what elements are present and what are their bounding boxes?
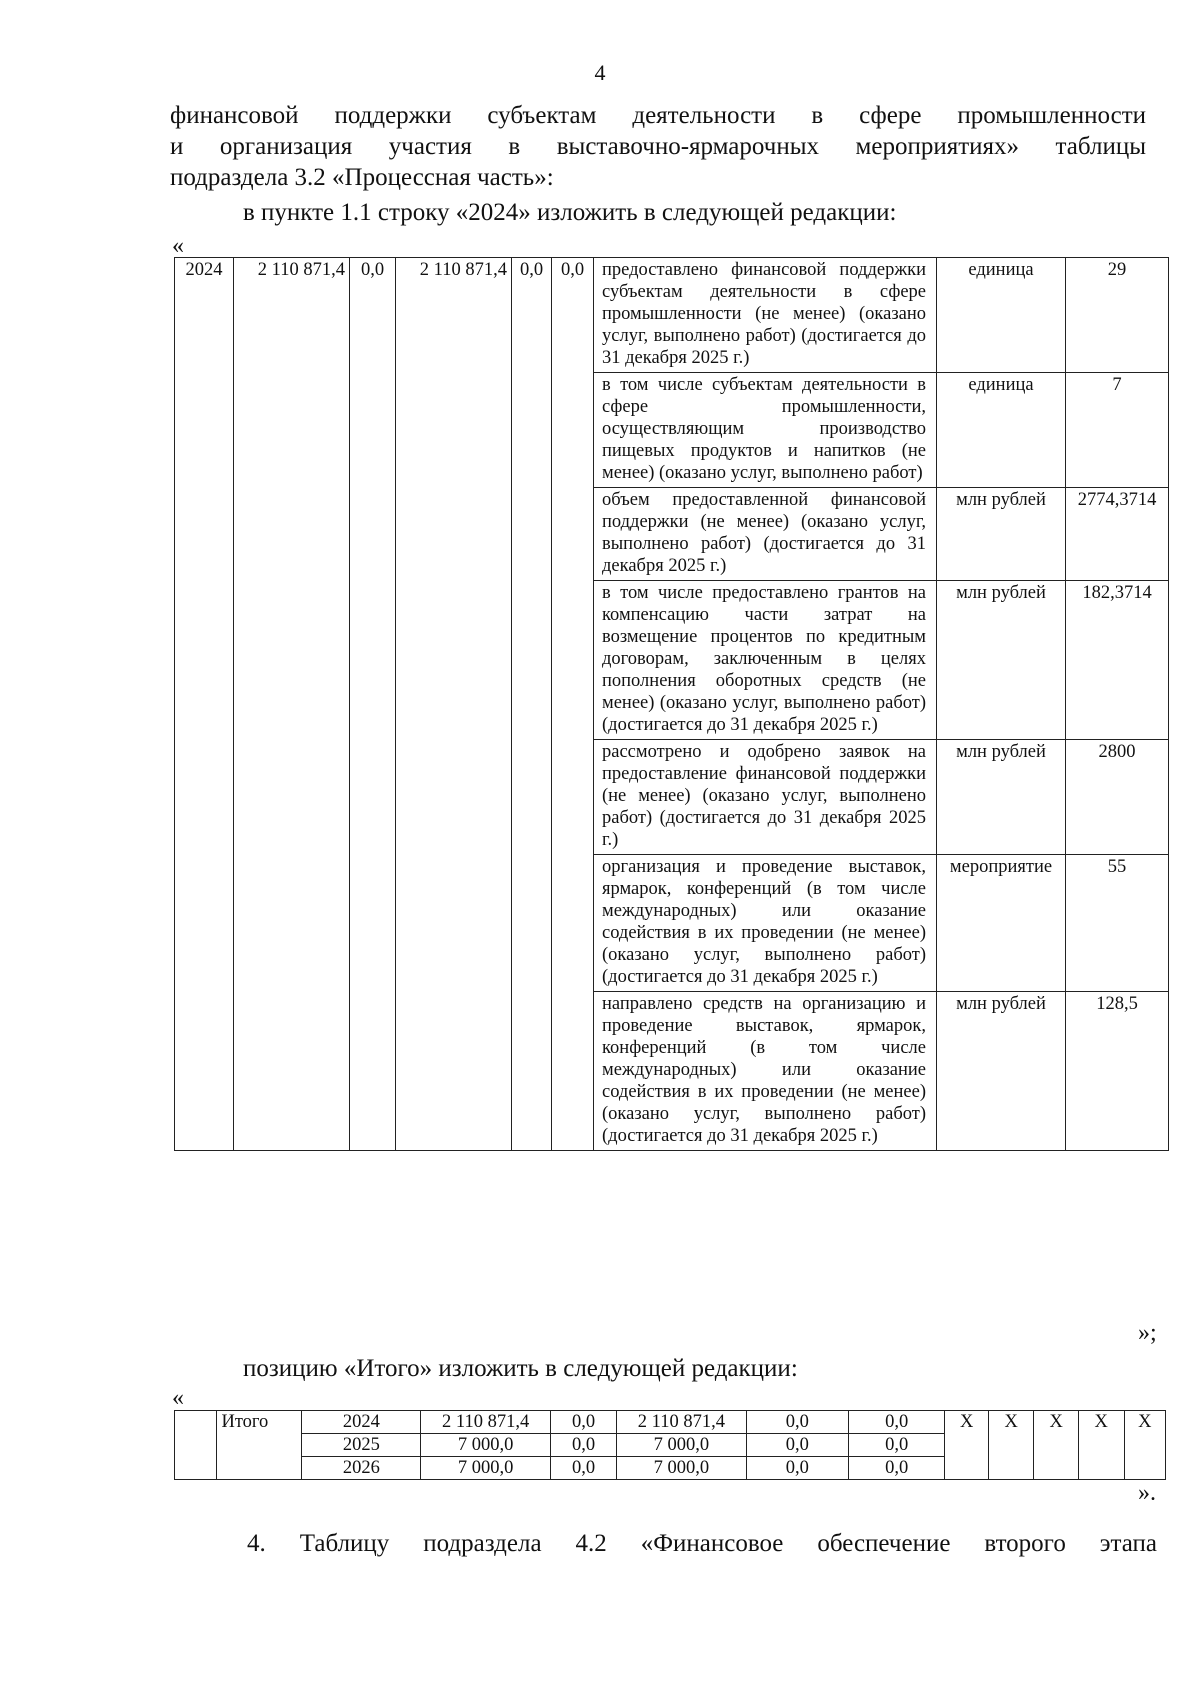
indicator-text: объем предоставленной финансовой поддержки (не менее) (оказано услуг, выполнено работ) (достигается до 31 декабря 2025 г.)	[594, 488, 937, 581]
totals-total: 7 000,0	[421, 1434, 550, 1457]
totals-c4: 7 000,0	[617, 1457, 746, 1480]
totals-c6: 0,0	[849, 1457, 945, 1480]
totals-c3: 0,0	[550, 1434, 616, 1457]
x-mark: X	[988, 1411, 1034, 1480]
indicator-unit: единица	[937, 258, 1066, 373]
totals-label: Итого	[217, 1411, 302, 1434]
col5-cell: 0,0	[512, 258, 552, 1151]
indicator-unit: единица	[937, 373, 1066, 488]
totals-c4: 2 110 871,4	[617, 1411, 746, 1434]
intro-line-3: подраздела 3.2 «Процессная часть»:	[170, 164, 554, 191]
intro-paragraph	[170, 100, 1146, 193]
indicator-value: 2800	[1066, 740, 1169, 855]
indicator-value: 29	[1066, 258, 1169, 373]
instruction-row-2024: в пункте 1.1 строку «2024» изложить в следующей редакции:	[243, 199, 897, 226]
page-number: 4	[594, 60, 606, 85]
totals-c3: 0,0	[550, 1457, 616, 1480]
totals-year: 2024	[302, 1411, 421, 1434]
table-row	[175, 1411, 1166, 1434]
intro-line-1: финансовой поддержки субъектам деятельности в сфере промышленности	[170, 102, 1146, 129]
x-mark: X	[1034, 1411, 1079, 1480]
totals-empty-cell	[175, 1411, 217, 1480]
totals-c3: 0,0	[550, 1411, 616, 1434]
totals-c5: 0,0	[746, 1457, 849, 1480]
indicator-unit: млн рублей	[937, 992, 1066, 1151]
indicator-text: в том числе предоставлено грантов на компенсацию части затрат на возмещение процентов по кредитным договорам, заключенным в целях пополнения оборотных средств (не менее) (оказано услуг, выполнено работ) (достигается до 31 декабря 2025 г.)	[594, 581, 937, 740]
totals-c5: 0,0	[746, 1434, 849, 1457]
indicator-value: 7	[1066, 373, 1169, 488]
total-cell: 2 110 871,4	[234, 258, 350, 1151]
totals-c4: 7 000,0	[617, 1434, 746, 1457]
indicator-text: рассмотрено и одобрено заявок на предоставление финансовой поддержки (не менее) (оказано услуг, выполнено работ) (достигается до 31 декабря 2025 г.)	[594, 740, 937, 855]
open-quote-2: «	[172, 1385, 184, 1411]
indicator-text: направлено средств на организацию и проведение выставок, ярмарок, конференций (в том числе международных) или оказание содействия в их проведении (не менее) (оказано услуг, выполнено работ) (достигается до 31 декабря 2025 г.)	[594, 992, 937, 1151]
totals-total: 7 000,0	[421, 1457, 550, 1480]
close-quote-2: ».	[1138, 1480, 1156, 1506]
col6-cell: 0,0	[552, 258, 594, 1151]
instruction-itogo: позицию «Итого» изложить в следующей редакции:	[243, 1355, 798, 1382]
totals-c5: 0,0	[746, 1411, 849, 1434]
totals-c6: 0,0	[849, 1434, 945, 1457]
indicator-text: предоставлено финансовой поддержки субъектам деятельности в сфере промышленности (не менее) (оказано услуг, выполнено работ) (достигается до 31 декабря 2025 г.)	[594, 258, 937, 373]
intro-line-2: и организация участия в выставочно-ярмарочных мероприятиях» таблицы	[170, 133, 1146, 160]
col3-cell: 0,0	[350, 258, 396, 1151]
next-paragraph: 4. Таблицу подраздела 4.2 «Финансовое обеспечение второго этапа	[247, 1530, 1157, 1557]
totals-year: 2026	[302, 1457, 421, 1480]
indicator-value: 182,3714	[1066, 581, 1169, 740]
year-cell: 2024	[175, 258, 234, 1151]
table-row	[175, 258, 1169, 373]
totals-total: 2 110 871,4	[421, 1411, 550, 1434]
totals-label-spacer	[217, 1434, 302, 1457]
x-mark: X	[1124, 1411, 1165, 1480]
open-quote-1: «	[172, 233, 184, 259]
indicator-unit: млн рублей	[937, 740, 1066, 855]
indicator-unit: млн рублей	[937, 581, 1066, 740]
indicator-value: 128,5	[1066, 992, 1169, 1151]
indicator-value: 55	[1066, 855, 1169, 992]
indicator-text: организация и проведение выставок, ярмарок, конференций (в том числе международных) или оказание содействия в их проведении (не менее) (оказано услуг, выполнено работ) (достигается до 31 декабря 2025 г.)	[594, 855, 937, 992]
indicator-unit: мероприятие	[937, 855, 1066, 992]
indicator-value: 2774,3714	[1066, 488, 1169, 581]
x-mark: X	[1078, 1411, 1124, 1480]
indicator-unit: млн рублей	[937, 488, 1066, 581]
col4-cell: 2 110 871,4	[396, 258, 512, 1151]
indicator-text: в том числе субъектам деятельности в сфере промышленности, осуществляющим производство пищевых продуктов и напитков (не менее) (оказано услуг, выполнено работ)	[594, 373, 937, 488]
totals-label-spacer	[217, 1457, 302, 1480]
x-mark: X	[945, 1411, 988, 1480]
main-table	[174, 257, 1169, 1151]
totals-table	[174, 1410, 1166, 1480]
totals-c6: 0,0	[849, 1411, 945, 1434]
totals-year: 2025	[302, 1434, 421, 1457]
close-quote-1: »;	[1138, 1320, 1157, 1346]
